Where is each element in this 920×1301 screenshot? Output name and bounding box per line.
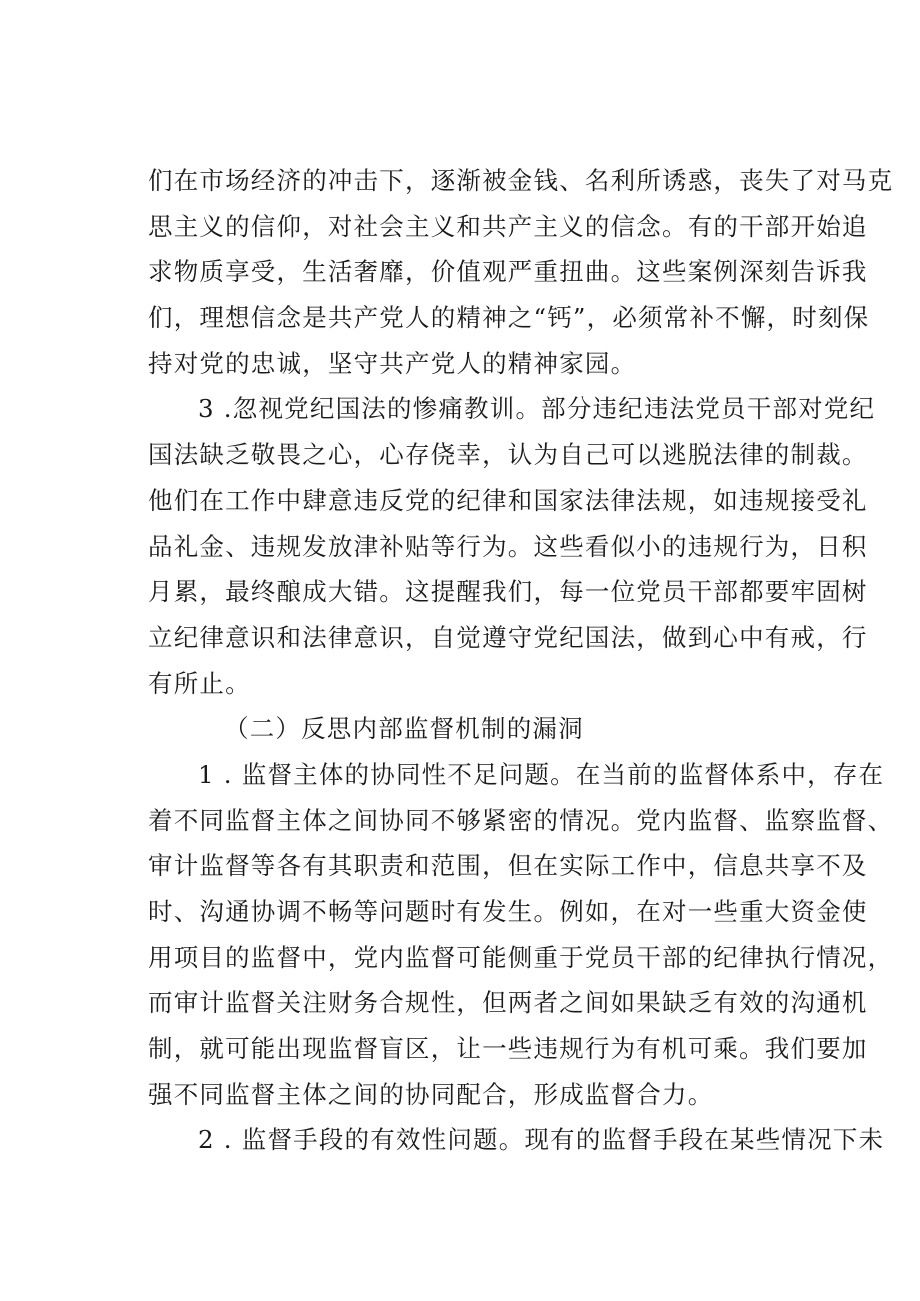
text-line: 持对党的忠诚，坚守共产党人的精神家园。 — [148, 348, 637, 378]
text-line: 着不同监督主体之间协同不够紧密的情况。党内监督、监察监督、 — [148, 805, 894, 835]
text-line: 用项目的监督中，党内监督可能侧重于党员干部的纪律执行情况， — [148, 942, 894, 972]
text-line: 审计监督等各有其职责和范围，但在实际工作中，信息共享不及 — [148, 851, 868, 881]
text-line: 品礼金、违规发放津补贴等行为。这些看似小的违规行为，日积 — [148, 531, 868, 561]
text-line: 制，就可能出现监督盲区，让一些违规行为有机可乘。我们要加 — [148, 1034, 868, 1064]
text-line: 立纪律意识和法律意识，自觉遵守党纪国法，做到心中有戒，行 — [148, 622, 868, 652]
text-line: 思主义的信仰，对社会主义和共产主义的信念。有的干部开始追 — [148, 211, 868, 241]
text-line: 们，理想信念是共产党人的精神之“钙”，必须常补不懈，时刻保 — [148, 303, 870, 333]
paragraph-start-line: 2 . 监督手段的有效性问题。现有的监督手段在某些情况下未 — [198, 1125, 885, 1155]
paragraph-start-line: 1 . 监督主体的协同性不足问题。在当前的监督体系中，存在 — [198, 759, 885, 789]
text-line: 们在市场经济的冲击下，逐渐被金钱、名利所诱惑，丧失了对马克 — [148, 166, 894, 195]
section-heading: （二）反思内部监督机制的漏洞 — [224, 714, 584, 744]
text-line: 有所止。 — [148, 668, 251, 698]
text-line: 强不同监督主体之间的协同配合，形成监督合力。 — [148, 1079, 714, 1109]
text-line: 时、沟通协调不畅等问题时有发生。例如，在对一些重大资金使 — [148, 897, 868, 926]
text-line: 月累，最终酿成大错。这提醒我们，每一位党员干部都要牢固树 — [148, 577, 868, 607]
text-line: 他们在工作中肆意违反党的纪律和国家法律法规，如违规接受礼 — [148, 485, 868, 515]
text-line: 国法缺乏敬畏之心，心存侥幸，认为自己可以逃脱法律的制裁。 — [148, 440, 868, 470]
body-text — [148, 158, 894, 1163]
paragraph-start-line: 3 .忽视党纪国法的惨痛教训。部分违纪违法党员干部对党纪 — [198, 394, 876, 424]
text-line: 而审计监督关注财务合规性，但两者之间如果缺乏有效的沟通机 — [148, 988, 868, 1018]
text-line: 求物质享受，生活奢靡，价值观严重扭曲。这些案例深刻告诉我 — [148, 257, 868, 287]
